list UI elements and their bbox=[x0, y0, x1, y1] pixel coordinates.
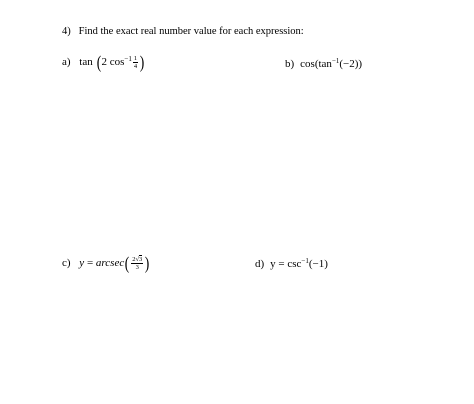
problem-c-close-paren: ) bbox=[145, 252, 150, 273]
problem-d-inverse: −1 bbox=[301, 257, 309, 265]
problem-a-fraction bbox=[133, 55, 138, 70]
problem-c-label: c) bbox=[62, 257, 71, 270]
problem-c-radicand: 3 bbox=[139, 256, 143, 263]
problem-a-inner-func: cos bbox=[109, 56, 125, 69]
problem-c-var: y bbox=[79, 257, 85, 270]
question-instruction: Find the exact real number value for each expression: bbox=[78, 26, 304, 37]
question-number: 4) bbox=[62, 26, 71, 37]
problem-b-label: b) bbox=[285, 58, 295, 70]
problem-c-fraction bbox=[131, 256, 143, 271]
problem-a-func: tan bbox=[79, 56, 93, 69]
problem-c bbox=[62, 252, 150, 273]
problem-c-num-coef: 2 bbox=[132, 256, 136, 263]
problem-a-numerator: 1 bbox=[133, 55, 138, 62]
problem-d bbox=[255, 257, 328, 272]
problem-a bbox=[62, 51, 145, 72]
problem-b-argument: (−2)) bbox=[339, 58, 363, 70]
radical-icon: √ bbox=[135, 256, 140, 263]
problem-c-func: arcsec bbox=[95, 257, 125, 270]
problem-b-expression: cos(tan bbox=[300, 58, 332, 70]
problem-a-coef: 2 bbox=[101, 56, 107, 69]
problem-a-denominator: 4 bbox=[133, 63, 138, 70]
problem-c-eq: = bbox=[86, 257, 94, 270]
problem-c-denominator: 3 bbox=[135, 264, 139, 271]
problem-b-inverse: −1 bbox=[331, 57, 340, 65]
problem-d-label: d) bbox=[255, 258, 265, 270]
problem-b bbox=[285, 57, 362, 72]
problem-d-expression: y = csc bbox=[270, 258, 302, 270]
problem-a-inverse: −1 bbox=[124, 55, 132, 64]
problem-c-open-paren: ( bbox=[124, 252, 130, 273]
problem-d-argument: (−1) bbox=[308, 258, 328, 270]
problem-a-close-paren: ) bbox=[139, 51, 145, 72]
problem-c-numerator bbox=[131, 256, 143, 264]
problem-a-open-paren: ( bbox=[96, 51, 101, 72]
question-heading bbox=[62, 25, 304, 39]
problem-a-label: a) bbox=[62, 56, 71, 69]
